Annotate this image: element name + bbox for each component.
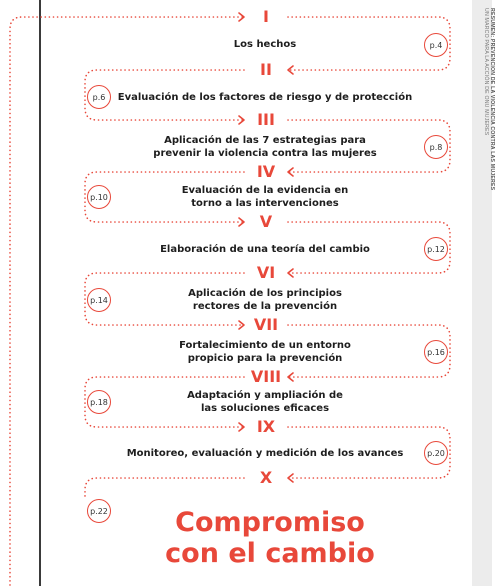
- step-title-4[interactable]: [100, 184, 430, 210]
- step-title-line-2-1: Evaluación de los factores de riesgo y de protección: [117, 91, 413, 103]
- step-title-line-4-2: torno a las intervenciones: [191, 198, 339, 209]
- sidebar-title-line2: UN MARCO PARA LA ACCIÓN DE ONU MUJERES: [482, 8, 489, 136]
- page-badge-4[interactable]: p.10: [87, 185, 111, 209]
- step-numeral-2: II: [260, 60, 272, 79]
- page-badge-5[interactable]: p.12: [424, 237, 448, 261]
- step-title-5[interactable]: [100, 243, 430, 256]
- step-title-3[interactable]: [100, 134, 430, 160]
- step-title-line-7-1: Fortalecimiento de un entorno: [179, 340, 351, 351]
- step-numeral-7: VII: [253, 315, 279, 334]
- step-title-line-8-2: las soluciones eficaces: [200, 403, 330, 414]
- step-numeral-10: X: [259, 468, 273, 487]
- final-heading-line2: con el cambio: [165, 538, 375, 569]
- step-title-line-3-2: prevenir la violencia contra las mujeres: [153, 148, 377, 159]
- page-badge-2[interactable]: p.6: [87, 85, 111, 109]
- step-title-1[interactable]: [100, 38, 430, 51]
- page-badge-10[interactable]: p.22: [87, 499, 111, 523]
- page-badge-6[interactable]: p.14: [87, 288, 111, 312]
- step-title-line-8-1: Adaptación y ampliación de: [187, 390, 343, 401]
- step-numeral-3: III: [257, 110, 275, 129]
- step-title-line-6-2: rectores de la prevención: [192, 301, 338, 312]
- step-title-line-5-1: Elaboración de una teoría del cambio: [160, 243, 370, 255]
- step-title-line-7-2: propicio para la prevención: [187, 353, 343, 364]
- page-badge-1[interactable]: p.4: [424, 33, 448, 57]
- step-numeral-5: V: [259, 212, 273, 231]
- step-title-7[interactable]: [100, 339, 430, 365]
- final-heading-line1: Compromiso: [175, 507, 365, 538]
- step-title-2[interactable]: [100, 91, 430, 104]
- step-title-line-1-1: Los hechos: [233, 38, 297, 50]
- step-numeral-4: IV: [256, 162, 276, 181]
- step-numeral-9: IX: [256, 417, 276, 436]
- step-title-line-4-1: Evaluación de la evidencia en: [181, 185, 349, 196]
- page-badge-3[interactable]: p.8: [424, 135, 448, 159]
- flow-final-segment: [85, 478, 244, 497]
- step-title-8[interactable]: [100, 389, 430, 415]
- page-badge-8[interactable]: p.18: [87, 390, 111, 414]
- step-title-line-6-1: Aplicación de los principios: [188, 288, 342, 299]
- step-title-9[interactable]: [100, 447, 430, 460]
- step-title-6[interactable]: [100, 287, 430, 313]
- step-numeral-8: VIII: [250, 367, 282, 386]
- final-heading: [140, 507, 400, 569]
- step-numeral-6: VI: [256, 263, 276, 282]
- sidebar-title-line1: RESUMEN: PREVENCIÓN DE LA VIOLENCIA CONTRA LAS MUJERES: [488, 8, 495, 191]
- step-title-line-9-1: Monitoreo, evaluación y medición de los avances: [126, 447, 404, 459]
- page-badge-7[interactable]: p.16: [424, 340, 448, 364]
- step-numeral-1: I: [263, 7, 269, 26]
- page-badge-9[interactable]: p.20: [424, 441, 448, 465]
- step-title-line-3-1: Aplicación de las 7 estrategias para: [164, 135, 366, 146]
